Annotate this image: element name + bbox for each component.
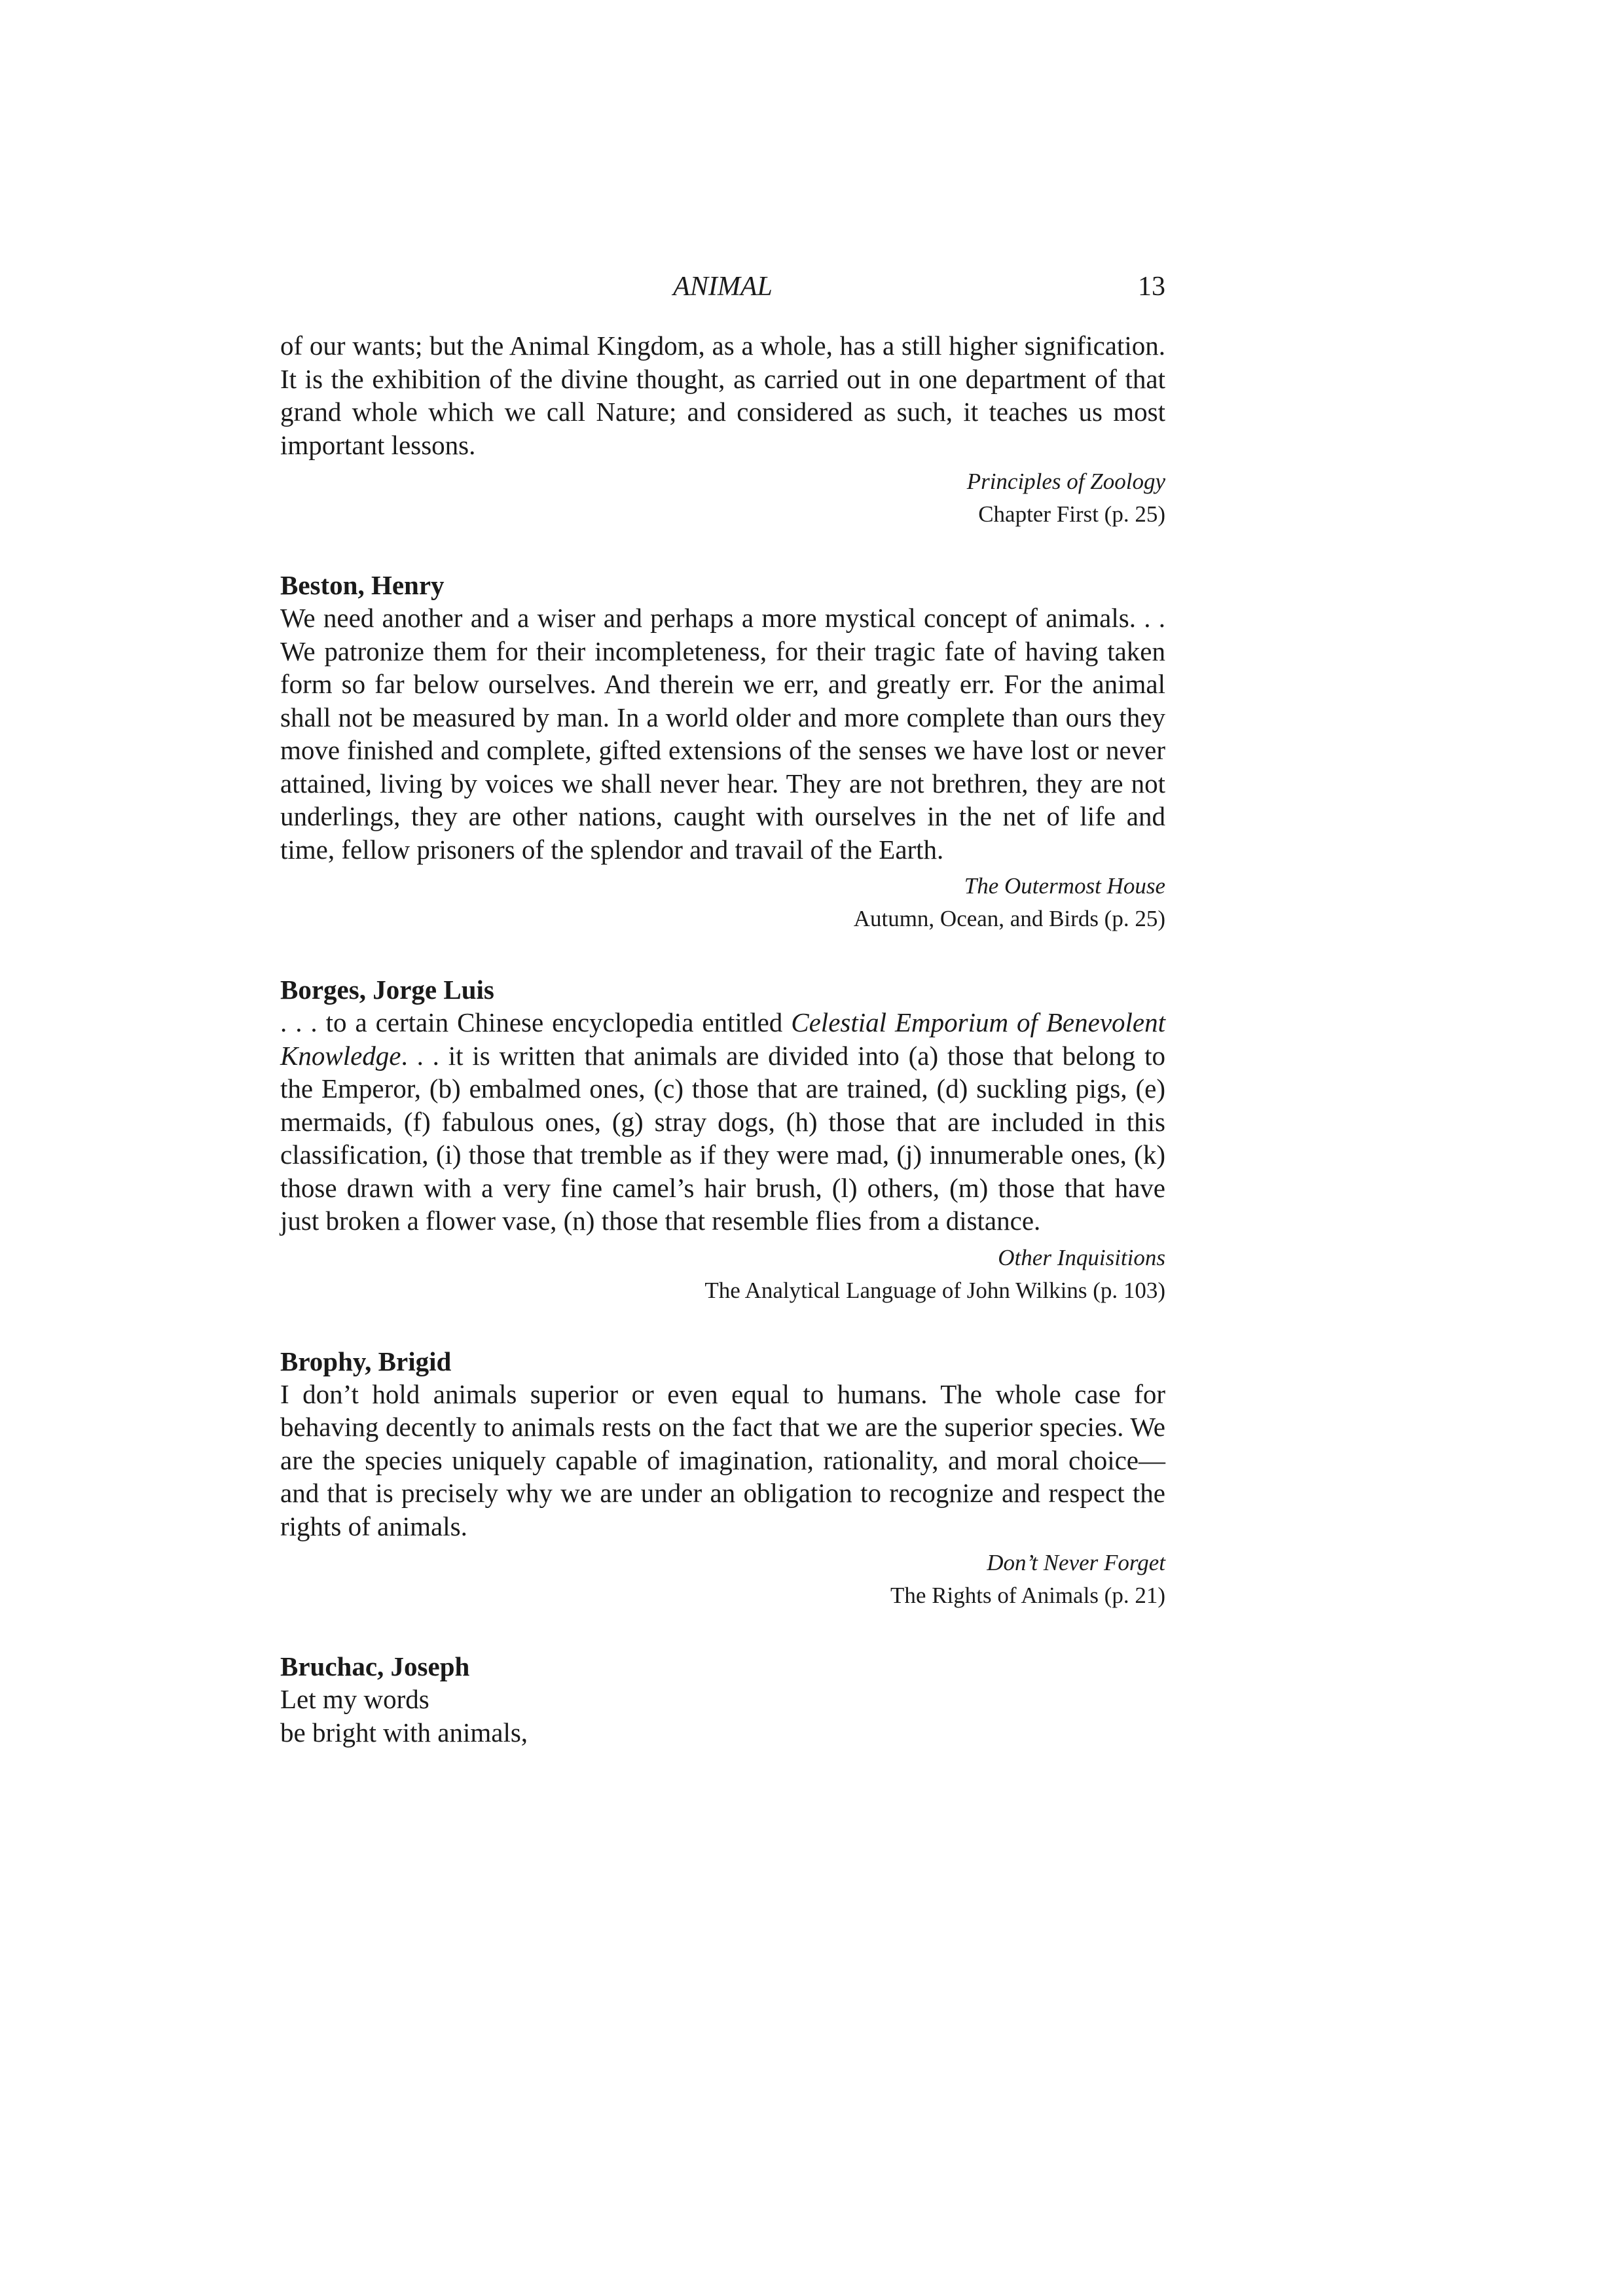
quote-source — [280, 465, 1165, 531]
source-chapter: Autumn, Ocean, and Birds (p. 25) — [853, 906, 1165, 931]
verse-line: Let my words — [280, 1684, 429, 1714]
page-number: 13 — [1138, 272, 1165, 302]
source-chapter: The Analytical Language of John Wilkins (p. 103) — [704, 1277, 1165, 1303]
quote-entry-borges — [280, 973, 1165, 1307]
source-chapter: The Rights of Animals (p. 21) — [890, 1583, 1165, 1608]
quote-text: We need another and a wiser and perhaps a more mystical concept of animals. . . We patronize them for their incompleteness, for their tragic fate of having taken form so far below ourselves. And therein we err, and greatly err. For the animal shall not be measured by man. In a world older and more complete than ours they move finished and complete, gifted extensions of the senses we have lost or never attained, living by voices we shall never hear. They are not brethren, they are not underlings, they are other nations, caught with ourselves in the net of life and time, fellow prisoners of the splendor and travail of the Earth. — [280, 603, 1165, 865]
quote-entry-brophy — [280, 1345, 1165, 1613]
running-head — [280, 267, 1165, 306]
author-name: Borges, Jorge Luis — [280, 975, 494, 1005]
continued-quote — [280, 329, 1165, 531]
quote-text-prefix: . . . to a certain Chinese encyclopedia entitled — [280, 1007, 792, 1037]
source-chapter: Chapter First (p. 25) — [978, 501, 1165, 527]
quote-source — [280, 1242, 1165, 1307]
running-title: ANIMAL — [673, 272, 773, 302]
source-title: Other Inquisitions — [998, 1244, 1165, 1270]
quote-source — [280, 870, 1165, 935]
text-block — [280, 329, 1165, 1749]
source-title: Don’t Never Forget — [987, 1550, 1165, 1575]
source-title: The Outermost House — [964, 873, 1165, 899]
quote-text: I don’t hold animals superior or even equal to humans. The whole case for behaving decently to animals rests on the fact that we are the superior species. We are the species uniquely capable of imagination, rationality, and moral choice—and that is precisely why we are under an obligation to recognize and respect the rights of animals. — [280, 1378, 1165, 1541]
author-name: Bruchac, Joseph — [280, 1651, 470, 1681]
quote-entry-beston — [280, 569, 1165, 935]
source-title: Principles of Zoology — [966, 469, 1165, 494]
author-name: Brophy, Brigid — [280, 1346, 452, 1376]
quote-text: of our wants; but the Animal Kingdom, as a whole, has a still higher signification. It is the exhibition of the divine thought, as carried out in one department of that grand whole which we call Nature; and considered as such, it teaches us most important lessons. — [280, 331, 1165, 460]
quote-text — [280, 1006, 1165, 1238]
verse — [280, 1683, 1165, 1749]
quote-text-suffix: . . . it is written that animals are divided into (a) those that belong to the Emperor, (b) embalmed ones, (c) those that are trained, (d) suckling pigs, (e) mermaids, (f) fabulous ones, (g) stray dogs, (h) those that are included in this classification, (i) those that tremble as if they were mad, (j) innumerable ones, (k) those drawn with a very fine camel’s hair brush, (l) others, (m) those that have just broken a flower vase, (n) those that resemble flies from a distance. — [280, 1040, 1165, 1236]
author-name: Beston, Henry — [280, 570, 445, 600]
quote-text-italic-title: Celestial Emporium of Benevolent Knowledge — [280, 1007, 1166, 1071]
quote-entry-bruchac — [280, 1650, 1165, 1749]
verse-line: be bright with animals, — [280, 1717, 528, 1748]
quote-source — [280, 1547, 1165, 1612]
